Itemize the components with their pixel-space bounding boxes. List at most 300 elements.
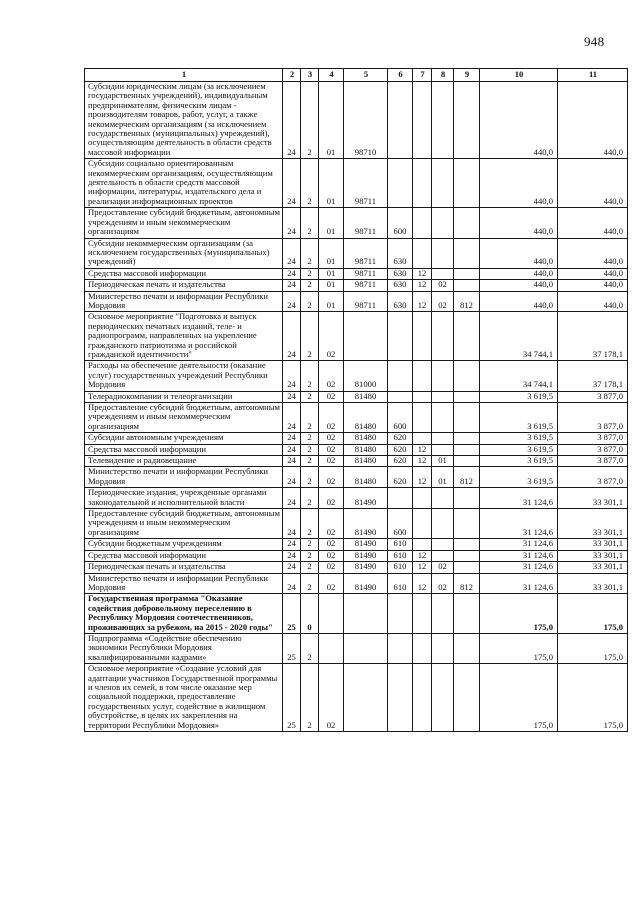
row-name-cell: Телерадиокомпании и телеорганизации: [85, 391, 283, 402]
code-cell: 98710: [344, 82, 388, 159]
code-cell: 12: [413, 550, 432, 561]
header-cell: 5: [344, 69, 388, 82]
amount-cell: 175,0: [480, 594, 558, 634]
header-cell: 8: [432, 69, 454, 82]
amount-cell: 33 301,1: [558, 550, 628, 561]
code-cell: [388, 594, 413, 634]
code-cell: 12: [413, 280, 432, 291]
table-row: [85, 594, 628, 634]
code-cell: [432, 433, 454, 444]
header-cell: 2: [283, 69, 301, 82]
row-name-cell: Периодическая печать и издательства: [85, 562, 283, 573]
amount-cell: 34 744,1: [480, 361, 558, 391]
code-cell: [413, 82, 432, 159]
code-cell: [454, 208, 480, 238]
code-cell: 630: [388, 280, 413, 291]
code-cell: 24: [283, 82, 301, 159]
code-cell: [432, 633, 454, 663]
code-cell: 81480: [344, 467, 388, 488]
code-cell: 12: [413, 291, 432, 312]
amount-cell: 3 877,0: [558, 467, 628, 488]
row-name-cell: Средства массовой информации: [85, 444, 283, 455]
code-cell: [454, 433, 480, 444]
code-cell: 2: [301, 403, 319, 433]
code-cell: 12: [413, 444, 432, 455]
code-cell: [413, 509, 432, 539]
code-cell: 02: [319, 444, 344, 455]
table-row: [85, 550, 628, 561]
code-cell: 2: [301, 573, 319, 594]
code-cell: 620: [388, 456, 413, 467]
code-cell: 81490: [344, 488, 388, 509]
table-row: [85, 208, 628, 238]
code-cell: [388, 633, 413, 663]
code-cell: 02: [319, 664, 344, 732]
amount-cell: 440,0: [480, 280, 558, 291]
code-cell: 24: [283, 467, 301, 488]
amount-cell: 440,0: [480, 82, 558, 159]
code-cell: 24: [283, 509, 301, 539]
code-cell: 2: [301, 550, 319, 561]
code-cell: [454, 562, 480, 573]
table-row: [85, 312, 628, 361]
code-cell: 24: [283, 312, 301, 361]
code-cell: 24: [283, 488, 301, 509]
code-cell: 02: [319, 312, 344, 361]
code-cell: [454, 444, 480, 455]
table-row: [85, 82, 628, 159]
code-cell: [454, 82, 480, 159]
code-cell: [432, 208, 454, 238]
code-cell: 2: [301, 433, 319, 444]
row-name-cell: Субсидии некоммерческим организациям (за исключением государственных (муниципальных) учреждений): [85, 238, 283, 268]
row-name-cell: Основное мероприятие «Создание условий для адаптации участников Государственной программы и членов их семей, в том числе оказание мер социальной поддержки, предоставление государственных услуг, содействие в жилищном обустройстве, в целях их закрепления на территории Республики Мордовия»: [85, 664, 283, 732]
code-cell: 01: [432, 467, 454, 488]
code-cell: 25: [283, 594, 301, 634]
code-cell: 01: [432, 456, 454, 467]
code-cell: 25: [283, 633, 301, 663]
code-cell: [454, 664, 480, 732]
code-cell: 98711: [344, 238, 388, 268]
code-cell: [454, 361, 480, 391]
code-cell: [388, 361, 413, 391]
code-cell: [454, 238, 480, 268]
code-cell: 24: [283, 238, 301, 268]
code-cell: 600: [388, 509, 413, 539]
code-cell: 02: [319, 391, 344, 402]
code-cell: 25: [283, 664, 301, 732]
code-cell: 610: [388, 562, 413, 573]
code-cell: [432, 509, 454, 539]
code-cell: [413, 539, 432, 550]
code-cell: [454, 280, 480, 291]
code-cell: 24: [283, 433, 301, 444]
code-cell: 2: [301, 664, 319, 732]
code-cell: [413, 391, 432, 402]
code-cell: 24: [283, 280, 301, 291]
row-name-cell: Министерство печати и информации Республики Мордовия: [85, 291, 283, 312]
code-cell: [344, 594, 388, 634]
table-row: [85, 573, 628, 594]
amount-cell: 3 619,5: [480, 467, 558, 488]
table-row: [85, 238, 628, 268]
header-cell: 3: [301, 69, 319, 82]
header-cell: 7: [413, 69, 432, 82]
amount-cell: 37 178,1: [558, 361, 628, 391]
row-name-cell: Средства массовой информации: [85, 268, 283, 279]
code-cell: 02: [432, 573, 454, 594]
code-cell: 2: [301, 488, 319, 509]
code-cell: [432, 312, 454, 361]
amount-cell: 3 877,0: [558, 391, 628, 402]
code-cell: 600: [388, 208, 413, 238]
table-row: [85, 291, 628, 312]
amount-cell: 440,0: [480, 208, 558, 238]
amount-cell: 31 124,6: [480, 509, 558, 539]
code-cell: 610: [388, 550, 413, 561]
amount-cell: 440,0: [558, 291, 628, 312]
code-cell: [413, 312, 432, 361]
amount-cell: 440,0: [480, 291, 558, 312]
amount-cell: 440,0: [558, 208, 628, 238]
code-cell: 02: [432, 562, 454, 573]
code-cell: 01: [319, 280, 344, 291]
row-name-cell: Периодическая печать и издательства: [85, 280, 283, 291]
code-cell: 620: [388, 444, 413, 455]
code-cell: [413, 633, 432, 663]
amount-cell: 440,0: [558, 268, 628, 279]
code-cell: 81490: [344, 562, 388, 573]
table-row: [85, 391, 628, 402]
amount-cell: 175,0: [558, 594, 628, 634]
amount-cell: 31 124,6: [480, 573, 558, 594]
code-cell: [454, 312, 480, 361]
table-row: [85, 633, 628, 663]
table-row: [85, 268, 628, 279]
code-cell: 98711: [344, 280, 388, 291]
amount-cell: 3 619,5: [480, 433, 558, 444]
code-cell: [388, 82, 413, 159]
code-cell: [413, 238, 432, 268]
row-name-cell: Предоставление субсидий бюджетным, автономным учреждениям и иным некоммерческим организациям: [85, 509, 283, 539]
code-cell: [413, 159, 432, 208]
amount-cell: 175,0: [480, 633, 558, 663]
code-cell: [344, 633, 388, 663]
code-cell: 24: [283, 159, 301, 208]
code-cell: 81490: [344, 509, 388, 539]
code-cell: [432, 159, 454, 208]
code-cell: 630: [388, 268, 413, 279]
code-cell: 98711: [344, 159, 388, 208]
code-cell: 620: [388, 433, 413, 444]
code-cell: 02: [319, 456, 344, 467]
amount-cell: 33 301,1: [558, 539, 628, 550]
row-name-cell: Государственная программа "Оказание содействия добровольному переселению в Республику Мордовия соотечественников, проживающих за рубежом, на 2015 - 2020 годы": [85, 594, 283, 634]
amount-cell: 440,0: [480, 268, 558, 279]
code-cell: 81480: [344, 391, 388, 402]
code-cell: [319, 633, 344, 663]
amount-cell: 33 301,1: [558, 562, 628, 573]
code-cell: 12: [413, 573, 432, 594]
table-row: [85, 539, 628, 550]
code-cell: 01: [319, 291, 344, 312]
code-cell: 81480: [344, 433, 388, 444]
code-cell: 2: [301, 159, 319, 208]
code-cell: [388, 312, 413, 361]
code-cell: 812: [454, 291, 480, 312]
code-cell: 02: [319, 361, 344, 391]
table-row: [85, 403, 628, 433]
table-row: [85, 433, 628, 444]
row-name-cell: Телевидение и радиовещание: [85, 456, 283, 467]
code-cell: 24: [283, 573, 301, 594]
code-cell: [432, 238, 454, 268]
code-cell: 81480: [344, 403, 388, 433]
code-cell: [454, 550, 480, 561]
header-cell: 6: [388, 69, 413, 82]
code-cell: 02: [319, 403, 344, 433]
code-cell: 24: [283, 539, 301, 550]
code-cell: 02: [319, 562, 344, 573]
code-cell: [454, 539, 480, 550]
table-row: [85, 280, 628, 291]
row-name-cell: Субсидии юридическим лицам (за исключением государственных учреждений), индивидуальным предпринимателям, физическим лицам - производителям товаров, работ, услуг, а также некоммерческим организациям (за исключением государственных (муниципальных) учреждений), осуществляющим деятельность в области средств массовой информации: [85, 82, 283, 159]
code-cell: 2: [301, 312, 319, 361]
amount-cell: 3 877,0: [558, 444, 628, 455]
code-cell: 600: [388, 403, 413, 433]
code-cell: 12: [413, 268, 432, 279]
code-cell: 81490: [344, 539, 388, 550]
code-cell: 24: [283, 562, 301, 573]
code-cell: 2: [301, 208, 319, 238]
amount-cell: 33 301,1: [558, 573, 628, 594]
code-cell: 2: [301, 280, 319, 291]
code-cell: 02: [319, 467, 344, 488]
code-cell: [344, 664, 388, 732]
table-row: [85, 456, 628, 467]
code-cell: 81000: [344, 361, 388, 391]
code-cell: [432, 391, 454, 402]
amount-cell: 3 877,0: [558, 456, 628, 467]
code-cell: 02: [319, 550, 344, 561]
header-cell: 4: [319, 69, 344, 82]
code-cell: [432, 594, 454, 634]
table-row: [85, 467, 628, 488]
code-cell: 2: [301, 391, 319, 402]
amount-cell: 3 619,5: [480, 456, 558, 467]
row-name-cell: Министерство печати и информации Республики Мордовия: [85, 467, 283, 488]
budget-table: [84, 68, 628, 732]
amount-cell: 31 124,6: [480, 488, 558, 509]
table-row: [85, 488, 628, 509]
code-cell: 2: [301, 633, 319, 663]
row-name-cell: Средства массовой информации: [85, 550, 283, 561]
code-cell: 24: [283, 361, 301, 391]
code-cell: [454, 456, 480, 467]
code-cell: 98711: [344, 268, 388, 279]
code-cell: [344, 312, 388, 361]
code-cell: 01: [319, 159, 344, 208]
code-cell: 98711: [344, 208, 388, 238]
code-cell: 81490: [344, 550, 388, 561]
amount-cell: 440,0: [558, 82, 628, 159]
code-cell: 24: [283, 268, 301, 279]
code-cell: 630: [388, 291, 413, 312]
code-cell: [413, 403, 432, 433]
header-cell: 9: [454, 69, 480, 82]
code-cell: 630: [388, 238, 413, 268]
header-cell: 1: [85, 69, 283, 82]
table-row: [85, 562, 628, 573]
code-cell: 01: [319, 82, 344, 159]
code-cell: 812: [454, 573, 480, 594]
row-name-cell: Министерство печати и информации Республики Мордовия: [85, 573, 283, 594]
code-cell: [413, 208, 432, 238]
code-cell: [432, 550, 454, 561]
amount-cell: 33 301,1: [558, 488, 628, 509]
code-cell: 24: [283, 550, 301, 561]
row-name-cell: Субсидии бюджетным учреждениям: [85, 539, 283, 550]
code-cell: [388, 391, 413, 402]
amount-cell: 37 178,1: [558, 312, 628, 361]
row-name-cell: Основное мероприятие "Подготовка и выпуск периодических печатных изданий, теле- и радиопрограмм, направленных на укрепление гражданского патриотизма и российской гражданской идентичности": [85, 312, 283, 361]
code-cell: [432, 488, 454, 509]
code-cell: 12: [413, 456, 432, 467]
code-cell: 01: [319, 238, 344, 268]
code-cell: [413, 361, 432, 391]
amount-cell: 33 301,1: [558, 509, 628, 539]
table-row: [85, 159, 628, 208]
code-cell: 02: [432, 280, 454, 291]
code-cell: [413, 664, 432, 732]
amount-cell: 31 124,6: [480, 562, 558, 573]
row-name-cell: Подпрограмма «Содействие обеспечению экономики Республики Мордовия квалифицированными кадрами»: [85, 633, 283, 663]
code-cell: [454, 594, 480, 634]
code-cell: [454, 633, 480, 663]
amount-cell: 3 877,0: [558, 403, 628, 433]
code-cell: 02: [319, 573, 344, 594]
amount-cell: 34 744,1: [480, 312, 558, 361]
code-cell: [432, 403, 454, 433]
amount-cell: 440,0: [480, 238, 558, 268]
header-cell: 10: [480, 69, 558, 82]
code-cell: [388, 488, 413, 509]
code-cell: [454, 403, 480, 433]
code-cell: [413, 433, 432, 444]
code-cell: [454, 268, 480, 279]
code-cell: [454, 509, 480, 539]
code-cell: 81480: [344, 444, 388, 455]
amount-cell: 440,0: [480, 159, 558, 208]
amount-cell: 175,0: [558, 633, 628, 663]
amount-cell: 440,0: [558, 280, 628, 291]
code-cell: 24: [283, 456, 301, 467]
code-cell: 2: [301, 268, 319, 279]
table-row: [85, 509, 628, 539]
code-cell: 24: [283, 208, 301, 238]
header-cell: 11: [558, 69, 628, 82]
code-cell: 2: [301, 509, 319, 539]
amount-cell: 31 124,6: [480, 550, 558, 561]
code-cell: [413, 488, 432, 509]
amount-cell: 440,0: [558, 238, 628, 268]
header-row: [85, 69, 628, 82]
code-cell: 01: [319, 208, 344, 238]
code-cell: [454, 391, 480, 402]
code-cell: 610: [388, 573, 413, 594]
code-cell: 2: [301, 456, 319, 467]
code-cell: [432, 444, 454, 455]
code-cell: 2: [301, 444, 319, 455]
code-cell: 02: [319, 539, 344, 550]
table-row: [85, 444, 628, 455]
code-cell: 24: [283, 291, 301, 312]
code-cell: 620: [388, 467, 413, 488]
amount-cell: 440,0: [558, 159, 628, 208]
amount-cell: 175,0: [558, 664, 628, 732]
code-cell: 2: [301, 467, 319, 488]
row-name-cell: Субсидии автономным учреждениям: [85, 433, 283, 444]
code-cell: 2: [301, 238, 319, 268]
code-cell: [432, 539, 454, 550]
code-cell: 812: [454, 467, 480, 488]
code-cell: 2: [301, 82, 319, 159]
amount-cell: 3 619,5: [480, 444, 558, 455]
amount-cell: 3 619,5: [480, 391, 558, 402]
code-cell: 0: [301, 594, 319, 634]
page-number: 948: [584, 34, 605, 49]
row-name-cell: Предоставление субсидий бюджетным, автономным учреждениям и иным некоммерческим организациям: [85, 208, 283, 238]
row-name-cell: Предоставление субсидий бюджетным, автономным учреждениям и иным некоммерческим организациям: [85, 403, 283, 433]
row-name-cell: Расходы на обеспечение деятельности (оказание услуг) государственных учреждений Республики Мордовия: [85, 361, 283, 391]
code-cell: [388, 664, 413, 732]
code-cell: [454, 488, 480, 509]
code-cell: [432, 664, 454, 732]
row-name-cell: Периодические издания, учрежденные органами законодательной и исполнительной власти: [85, 488, 283, 509]
code-cell: 24: [283, 444, 301, 455]
code-cell: 98711: [344, 291, 388, 312]
code-cell: 02: [432, 291, 454, 312]
code-cell: 2: [301, 291, 319, 312]
code-cell: 02: [319, 488, 344, 509]
code-cell: [319, 594, 344, 634]
amount-cell: 31 124,6: [480, 539, 558, 550]
amount-cell: 175,0: [480, 664, 558, 732]
code-cell: 02: [319, 433, 344, 444]
code-cell: 01: [319, 268, 344, 279]
code-cell: 81490: [344, 573, 388, 594]
table-row: [85, 361, 628, 391]
code-cell: [413, 594, 432, 634]
code-cell: 2: [301, 361, 319, 391]
code-cell: [432, 268, 454, 279]
code-cell: [388, 159, 413, 208]
code-cell: 12: [413, 467, 432, 488]
code-cell: 2: [301, 562, 319, 573]
table-row: [85, 664, 628, 732]
amount-cell: 3 619,5: [480, 403, 558, 433]
code-cell: 24: [283, 391, 301, 402]
code-cell: 2: [301, 539, 319, 550]
code-cell: [454, 159, 480, 208]
code-cell: 12: [413, 562, 432, 573]
amount-cell: 3 877,0: [558, 433, 628, 444]
code-cell: 24: [283, 403, 301, 433]
code-cell: 610: [388, 539, 413, 550]
table-body: [85, 82, 628, 732]
row-name-cell: Субсидии социально ориентированным некоммерческим организациям, осуществляющим деятельность в области средств массовой информации, литературы, издательского дела и реализации информационных проектов: [85, 159, 283, 208]
code-cell: 81480: [344, 456, 388, 467]
